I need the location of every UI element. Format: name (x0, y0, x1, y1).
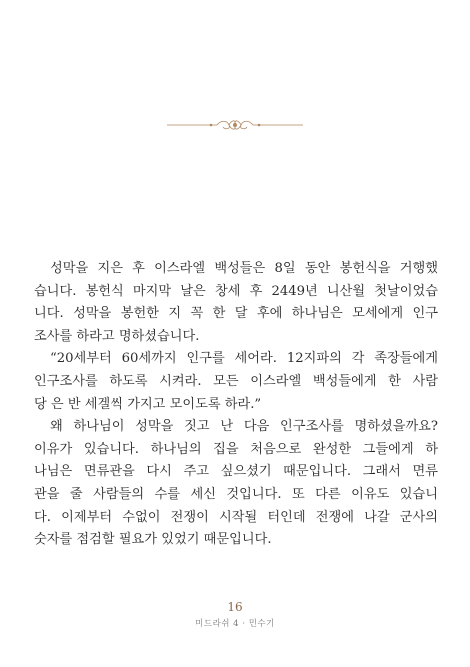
page-number: 16 (227, 600, 243, 614)
text-line: 니다. 성막을 봉헌한 지 꼭 한 달 후에 하나님은 모세에게 인구 (34, 306, 438, 322)
text-line: 당 은 반 세겔씩 가지고 모이도록 하라.” (34, 396, 262, 412)
paragraph-1 (34, 258, 438, 348)
text-line: 다. 이제부터 수없이 전쟁이 시작될 터인데 전쟁에 나갈 군사의 (34, 509, 438, 525)
text-line: 숫자를 점검할 필요가 있었기 때문입니다. (34, 532, 272, 548)
text-line: 습니다. 봉헌식 마지막 날은 창세 후 2449년 니산월 첫날이었습 (34, 283, 438, 299)
text-line: 왜 하나님이 성막을 짓고 난 다음 인구조사를 명하셨을까요? (50, 419, 438, 435)
text-line: 관을 줄 사람들의 수를 세신 것입니다. 또 다른 이유도 있습니 (34, 486, 438, 502)
running-title: 미드라쉬 4 · 민수기 (195, 619, 275, 629)
body-text (34, 258, 438, 552)
text-line: 나님은 면류관을 다시 주고 싶으셨기 때문입니다. 그래서 면류 (34, 464, 438, 480)
text-line: 성막을 지은 후 이스라엘 백성들은 8일 동안 봉헌식을 거행했 (50, 261, 438, 276)
text-line: 조사를 하라고 명하셨습니다. (34, 328, 200, 344)
paragraph-3 (34, 416, 438, 552)
paragraph-2-quote (34, 348, 438, 416)
decorative-flourish-icon (165, 117, 305, 133)
text-line: “20세부터 60세까지 인구를 세어라. 12지파의 각 족장들에게 (50, 351, 438, 367)
text-line: 인구조사를 하도록 시켜라. 모든 이스라엘 백성들에게 한 사람 (34, 373, 438, 389)
text-line: 이유가 있습니다. 하나님의 집을 처음으로 완성한 그들에게 하 (34, 441, 438, 457)
